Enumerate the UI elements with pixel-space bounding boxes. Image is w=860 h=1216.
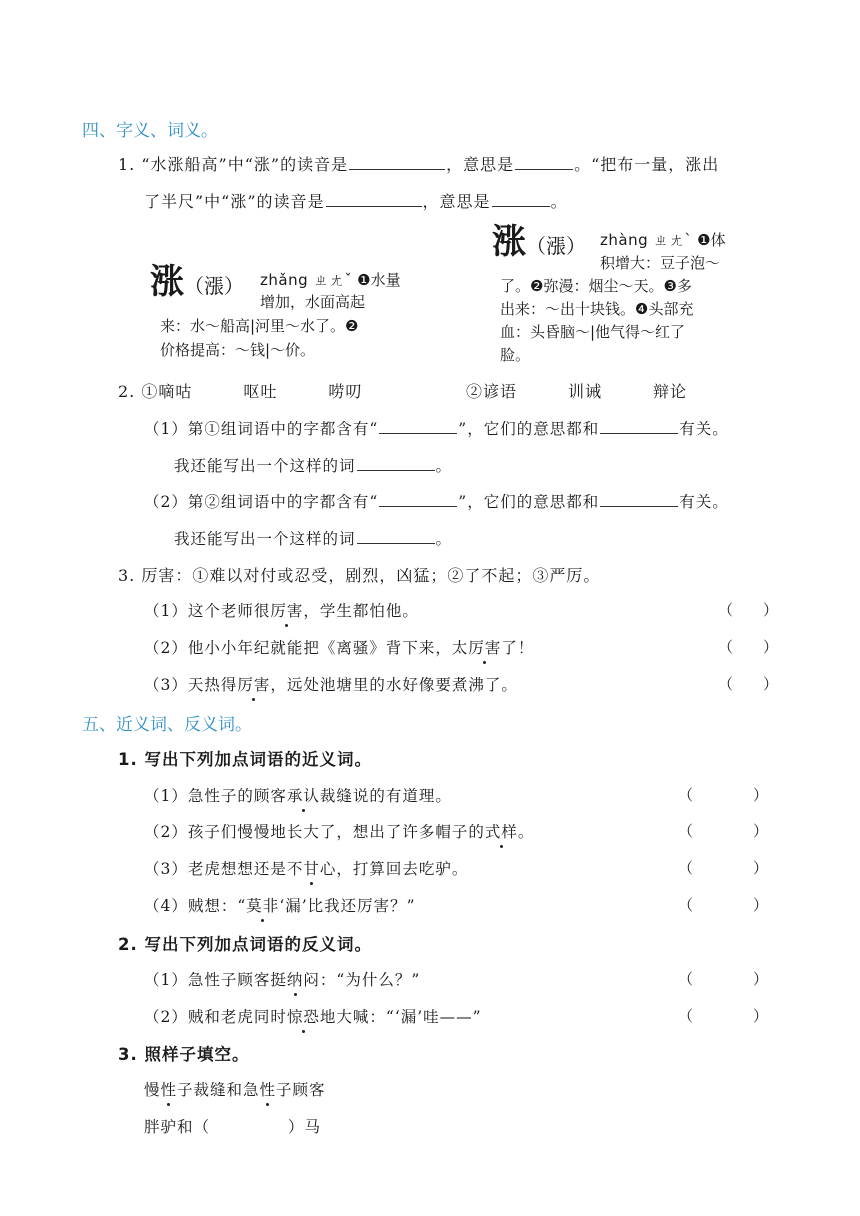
q2-sub-2: （2）第②组词语中的字都含有“ ”，它们的意思都和 有关。 <box>144 493 729 511</box>
q-number: 1. <box>118 750 138 769</box>
q-number: 2. <box>118 382 136 401</box>
answer-blank[interactable] <box>600 492 678 507</box>
section-five-title: 五、近义词、反义词。 <box>82 715 252 735</box>
s5-q3-example: 慢性子裁缝和急性子顾客 <box>144 1078 326 1100</box>
answer-blank[interactable] <box>515 155 573 170</box>
answer-paren[interactable]: （ ） <box>678 1007 769 1025</box>
s5-q2-item-2: （2）贼和老虎同时惊恐地大喊：“‘漏’哇——” <box>144 1005 482 1027</box>
answer-paren[interactable]: （ ） <box>678 859 769 877</box>
q1-line-1: 1. “水涨船高”中“涨”的读音是 ，意思是 。“把布一量，涨出 <box>118 155 720 174</box>
s5-q1-item-3: （3）老虎想想还是不甘心，打算回去吃驴。 <box>144 857 468 879</box>
answer-paren[interactable]: （ ） <box>718 675 779 693</box>
q3-definition: 3. 厉害：①难以对付或忍受，剧烈，凶猛；②了不起；③严厉。 <box>118 566 601 585</box>
q3-item-3: （3）天热得厉害，远处池塘里的水好像要煮沸了。 <box>144 673 518 695</box>
answer-paren[interactable]: （ ） <box>678 822 769 840</box>
dict-headword: 涨 <box>492 222 526 262</box>
dict-pinyin: zhàng ㄓㄤˋ <box>600 231 693 249</box>
s5-q2-title: 2. 写出下列加点词语的反义词。 <box>118 935 372 954</box>
q2-groups <box>118 379 362 402</box>
s5-q1-item-4: （4）贼想：“莫非‘漏’比我还厉害？” <box>144 894 416 916</box>
q2-sub-1: （1）第①组词语中的字都含有“ ”，它们的意思都和 有关。 <box>144 420 729 438</box>
dict-headword: 涨 <box>150 262 184 302</box>
q1-line-2: 了半尺”中“涨”的读音是 ，意思是 。 <box>144 192 568 211</box>
word-group-1: ①嘀咕 呕吐 唠叨 <box>141 382 363 401</box>
q3-item-2: （2）他小小年纪就能把《离骚》背下来，太厉害了！ <box>144 636 534 658</box>
answer-blank[interactable] <box>379 492 457 507</box>
q3-item-1: （1）这个老师很厉害，学生都怕他。 <box>144 599 419 621</box>
answer-paren[interactable]: （ ） <box>678 896 769 914</box>
section-four-title: 四、字义、词义。 <box>82 121 218 141</box>
q2-sub-2-write: 我还能写出一个这样的词 。 <box>174 530 453 548</box>
dict-traditional: （漲） <box>526 234 586 258</box>
q-number: 2. <box>118 935 138 954</box>
s5-q2-item-1: （1）急性子顾客挺纳闷：“为什么？” <box>144 968 420 990</box>
s5-q1-item-2: （2）孩子们慢慢地长大了，想出了许多帽子的式样。 <box>144 820 534 842</box>
dict-traditional: （漲） <box>184 274 244 298</box>
answer-blank[interactable] <box>357 456 435 471</box>
answer-blank[interactable] <box>379 419 457 434</box>
answer-paren[interactable]: （ ） <box>718 638 779 656</box>
s5-q3-title: 3. 照样子填空。 <box>118 1045 250 1064</box>
answer-blank[interactable] <box>349 155 445 170</box>
q-number: 3. <box>118 1045 138 1064</box>
answer-paren[interactable]: （ ） <box>678 786 769 804</box>
s5-q3-fill: 胖驴和（ ）马 <box>144 1118 322 1136</box>
answer-paren[interactable]: （ ） <box>678 970 769 988</box>
dict-pinyin: zhǎng ㄓㄤˇ <box>260 271 353 289</box>
q2-sub-1-write: 我还能写出一个这样的词 。 <box>174 457 453 475</box>
answer-paren[interactable]: （ ） <box>718 601 779 619</box>
s5-q1-title: 1. 写出下列加点词语的近义词。 <box>118 750 372 769</box>
q-number: 1. <box>118 155 136 174</box>
s5-q1-item-1: （1）急性子的顾客承认裁缝说的有道理。 <box>144 784 452 806</box>
word-group-2: ②谚语 训诫 辩论 <box>466 382 688 401</box>
answer-blank[interactable] <box>357 529 435 544</box>
q-number: 3. <box>118 566 136 585</box>
answer-blank[interactable] <box>600 419 678 434</box>
answer-blank[interactable] <box>326 192 422 207</box>
answer-blank[interactable] <box>492 192 550 207</box>
